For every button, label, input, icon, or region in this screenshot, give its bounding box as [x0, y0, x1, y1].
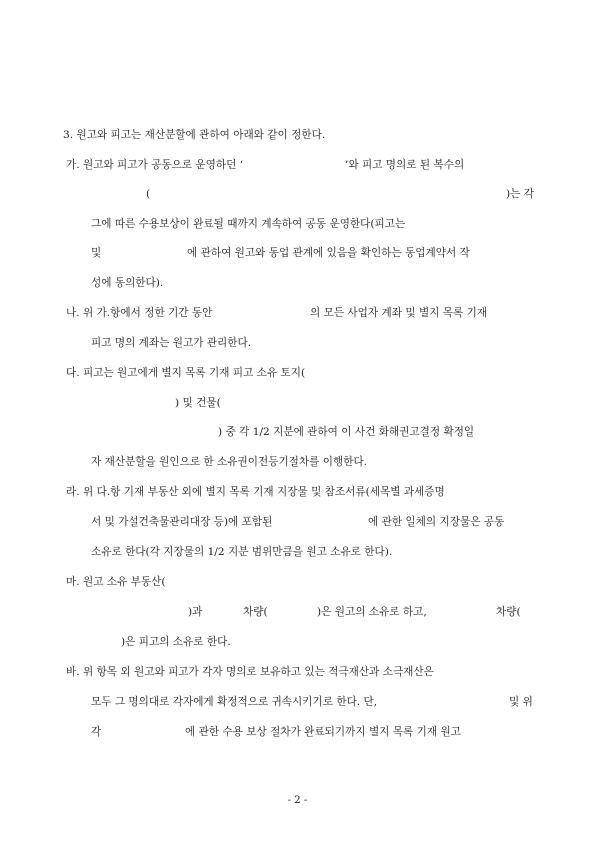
item-ra-line-2a: 서 및 가설건축물관리대장 등)에 포함된: [91, 516, 273, 528]
item-ga-line-2a: (: [146, 188, 151, 200]
item-ga-line-4a: 및: [91, 247, 102, 259]
item-ba-line-2b: 및 위: [509, 696, 533, 708]
item-ga-line-3: 그에 따른 수용보상이 완료될 때까지 계속하여 공동 운영한다(피고는: [91, 218, 406, 230]
item-ga-line-2b: )는 각: [506, 188, 534, 200]
item-ba-line-2a: 모두 그 명의대로 각자에게 확정적으로 귀속시키기로 한다. 단,: [91, 696, 378, 708]
page-number: - 2 -: [287, 795, 308, 806]
item-na-line-1a: 나. 위 가.항에서 정한 기간 동안: [66, 307, 213, 319]
item-ga-line-5: 성에 동의한다).: [91, 277, 164, 289]
item-da-line-3: ) 중 각 1/2 지분에 관하여 이 사건 화해권고결정 확정일: [218, 426, 475, 438]
item-ga-line-1b: ’와 피고 명의로 된 복수의: [345, 159, 465, 171]
item-ma-line-1: 마. 원고 소유 부동산(: [66, 576, 166, 588]
item-ma-line-3: )은 피고의 소유로 한다.: [121, 636, 231, 648]
item-da-line-4: 자 재산분할을 원인으로 한 소유권이전등기절차를 이행한다.: [91, 456, 368, 468]
item-da-line-2: ) 및 건물(: [175, 397, 221, 409]
item-na-line-1b: 의 모든 사업자 계좌 및 별지 목록 기재: [310, 307, 488, 319]
item-ga-line-1a: 가. 원고와 피고가 공동으로 운영하던 ‘: [66, 159, 244, 171]
item-ma-line-2d: 차량(: [496, 606, 521, 618]
item-ba-line-3b: 에 관한 수용 보상 절차가 완료되기까지 별지 목록 기재 원고: [185, 726, 461, 738]
item-ra-line-3: 소유로 한다(각 지장물의 1/2 지분 범위만큼을 원고 소유로 한다).: [91, 546, 393, 558]
item-ma-line-2c: )은 원고의 소유로 하고,: [317, 606, 427, 618]
item-ra-line-1: 라. 위 다.항 기재 부동산 외에 별지 목록 기재 지장물 및 참조서류(세목별 과세증명: [66, 486, 445, 498]
item-ba-line-3a: 각: [91, 726, 102, 738]
section-3-heading: 3. 원고와 피고는 재산분할에 관하여 아래와 같이 정한다.: [63, 129, 326, 141]
item-na-line-2: 피고 명의 계좌는 원고가 관리한다.: [91, 337, 252, 349]
item-ba-line-1: 바. 위 항목 외 원고와 피고가 각자 명의로 보유하고 있는 적극재산과 소극재산은: [66, 666, 434, 678]
item-ma-line-2a: )과: [188, 606, 203, 618]
item-ma-line-2b: 차량(: [243, 606, 268, 618]
item-ga-line-4b: 에 관하여 원고와 동업 관계에 있음을 확인하는 동업계약서 작: [187, 247, 470, 259]
item-da-line-1: 다. 피고는 원고에게 별지 목록 기재 피고 소유 토지(: [66, 367, 306, 379]
item-ra-line-2b: 에 관한 일체의 지장물은 공동: [368, 516, 505, 528]
